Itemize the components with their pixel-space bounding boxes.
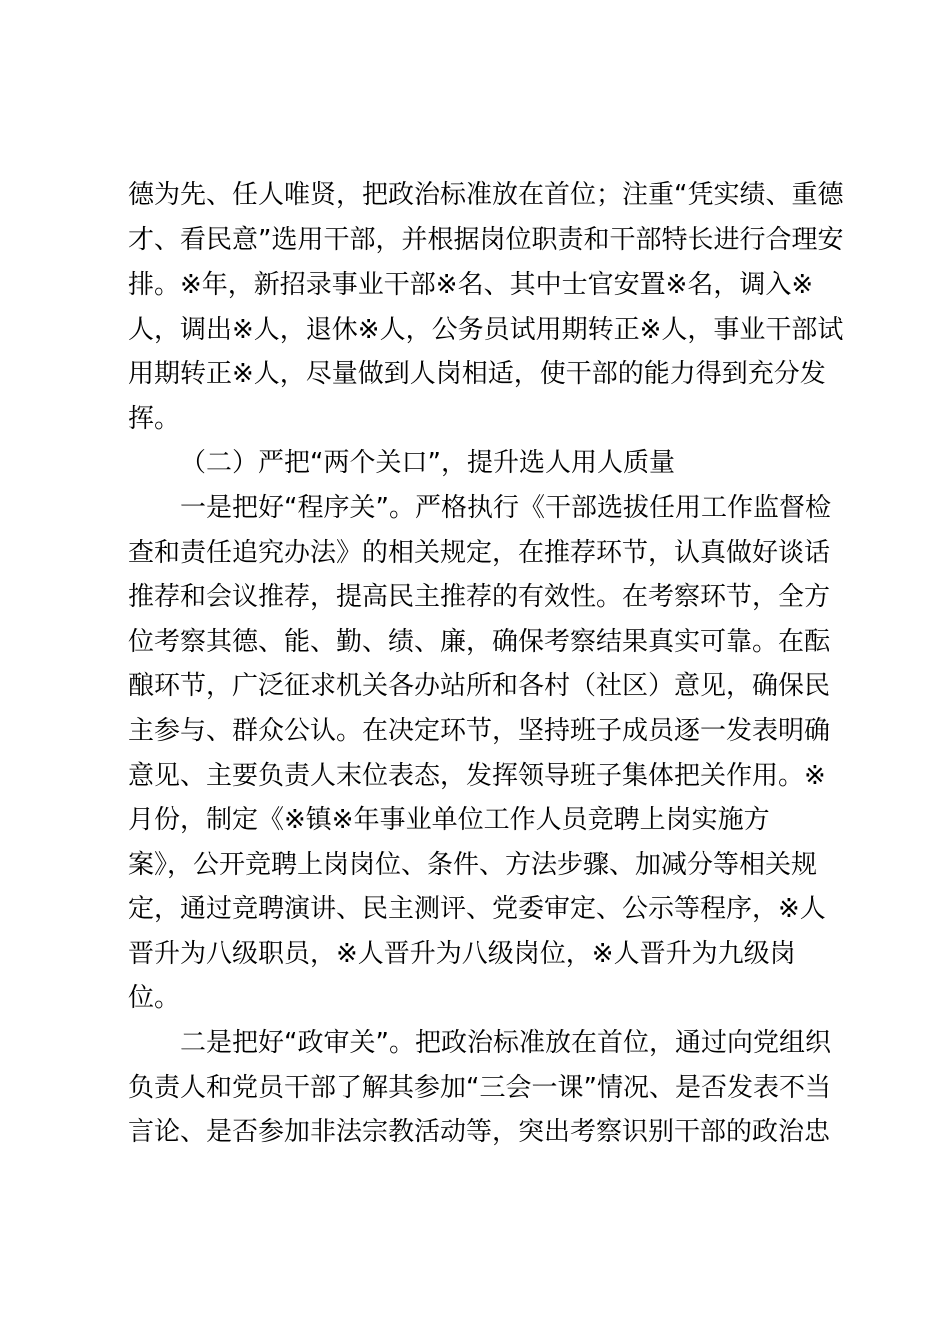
text-line: 推荐和会议推荐，提高民主推荐的有效性。在考察环节，全方 bbox=[128, 582, 831, 612]
text-line: 排。※年，新招录事业干部※名、其中士官安置※名，调入※ bbox=[128, 270, 814, 300]
text-line: 挥。 bbox=[128, 404, 181, 434]
text-line: 案》，公开竞聘上岗岗位、条件、方法步骤、加减分等相关规 bbox=[128, 850, 818, 880]
text-line: 位。 bbox=[128, 983, 181, 1013]
text-line: 一是把好“程序关”。严格执行《干部选拔任用工作监督检 bbox=[180, 493, 831, 523]
text-line: 负责人和党员干部了解其参加“三会一课”情况、是否发表不当 bbox=[128, 1073, 831, 1103]
text-line: 二是把好“政审关”。把政治标准放在首位，通过向党组织 bbox=[180, 1028, 831, 1058]
text-line: 意见、主要负责人末位表态，发挥领导班子集体把关作用。※ bbox=[128, 761, 826, 791]
text-line: 言论、是否参加非法宗教活动等，突出考察识别干部的政治忠 bbox=[128, 1117, 831, 1147]
text-line: 定，通过竞聘演讲、民主测评、党委审定、公示等程序，※人 bbox=[128, 894, 826, 924]
text-line: 月份，制定《※镇※年事业单位工作人员竞聘上岗实施方 bbox=[128, 805, 770, 835]
text-line: 用期转正※人，尽量做到人岗相适，使干部的能力得到充分发 bbox=[128, 359, 826, 389]
text-line: 晋升为八级职员，※人晋升为八级岗位，※人晋升为九级岗 bbox=[128, 939, 796, 969]
text-line: 酿环节，广泛征求机关各办站所和各村（社区）意见，确保民 bbox=[128, 671, 831, 701]
section-heading: （二）严把“两个关口”，提升选人用人质量 bbox=[180, 448, 675, 478]
text-line: 位考察其德、能、勤、绩、廉，确保考察结果真实可靠。在酝 bbox=[128, 627, 831, 657]
text-line: 主参与、群众公认。在决定环节，坚持班子成员逐一发表明确 bbox=[128, 716, 831, 746]
text-line: 查和责任追究办法》的相关规定，在推荐环节，认真做好谈话 bbox=[128, 538, 831, 568]
text-line: 才、看民意”选用干部，并根据岗位职责和干部特长进行合理安 bbox=[128, 225, 844, 255]
text-line: 德为先、任人唯贤，把政治标准放在首位；注重“凭实绩、重德 bbox=[128, 180, 844, 210]
text-line: 人，调出※人，退休※人，公务员试用期转正※人，事业干部试 bbox=[128, 315, 844, 345]
